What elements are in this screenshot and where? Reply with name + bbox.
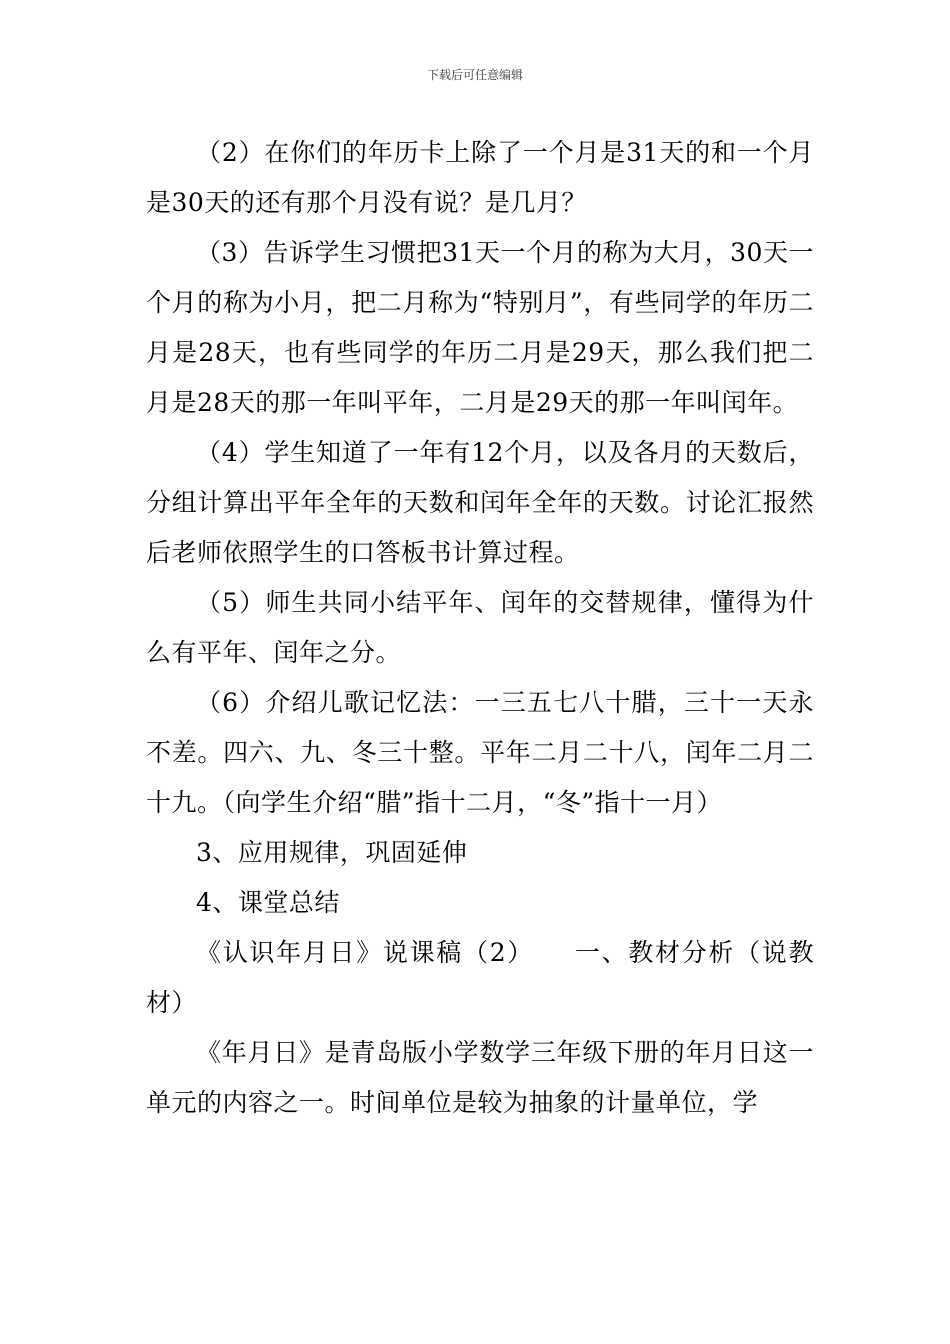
paragraph: （4）学生知道了一年有12个月，以及各月的天数后，分组计算出平年全年的天数和闰年全年的天数。讨论汇报然后老师依照学生的口答板书计算过程。 xyxy=(146,438,814,567)
paragraph: （2）在你们的年历卡上除了一个月是31天的和一个月是30天的还有那个月没有说？是几月？ xyxy=(146,138,814,217)
paragraph: 《认识年月日》说课稿（2） 一、教材分析（说教材） xyxy=(146,938,814,1017)
paragraph: 4、课堂总结 xyxy=(196,888,340,917)
paragraph: 3、应用规律，巩固延伸 xyxy=(196,838,468,867)
document-body xyxy=(146,128,814,1128)
page-header: 下载后可任意编辑 xyxy=(426,68,523,82)
paragraph: （6）介绍儿歌记忆法：一三五七八十腊，三十一天永不差。四六、九、冬三十整。平年二月二十八，闰年二月二十九。（向学生介绍“腊”指十二月，“冬”指十一月） xyxy=(146,688,814,817)
paragraph: （3）告诉学生习惯把31天一个月的称为大月，30天一个月的称为小月，把二月称为“特别月”，有些同学的年历二月是28天，也有些同学的年历二月是29天，那么我们把二月是28天的那一年叫平年，二月是29天的那一年叫闰年。 xyxy=(146,238,814,417)
paragraph: 《年月日》是青岛版小学数学三年级下册的年月日这一单元的内容之一。时间单位是较为抽象的计量单位，学 xyxy=(146,1038,814,1117)
paragraph: （5）师生共同小结平年、闰年的交替规律，懂得为什么有平年、闰年之分。 xyxy=(146,588,814,667)
